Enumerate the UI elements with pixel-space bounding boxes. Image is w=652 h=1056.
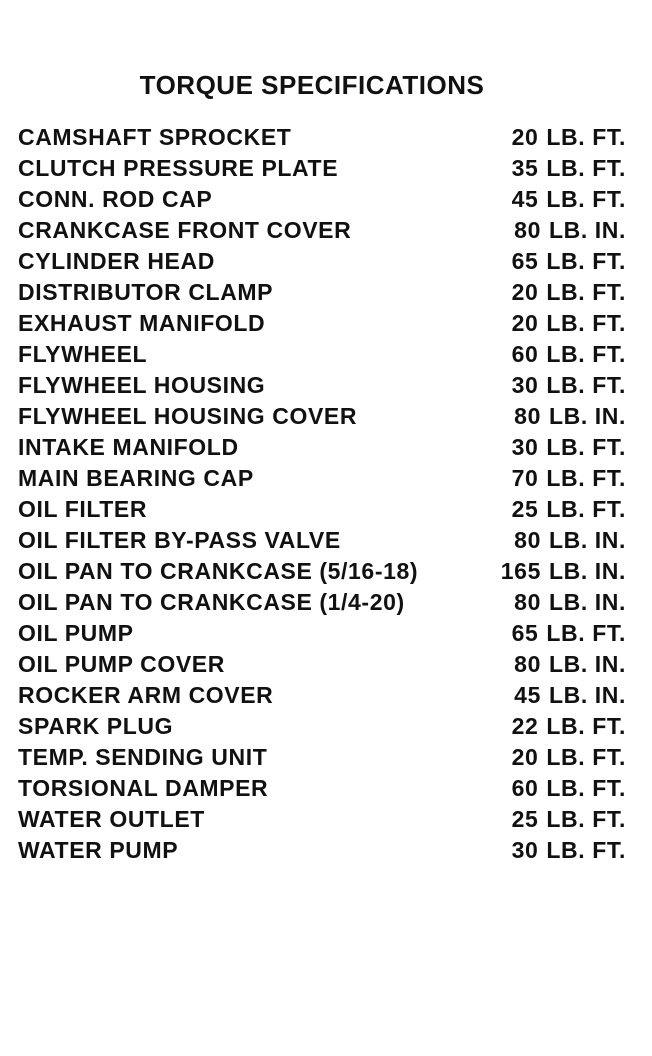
spec-row — [18, 494, 628, 525]
spec-part-name: CYLINDER HEAD — [18, 248, 215, 274]
spec-torque-unit: LB. FT. — [546, 713, 626, 739]
page-title: TORQUE SPECIFICATIONS — [139, 70, 485, 100]
spec-row — [18, 432, 628, 463]
spec-part-name: FLYWHEEL HOUSING — [18, 372, 266, 398]
spec-part-name: OIL PAN TO CRANKCASE (1/4-20) — [18, 589, 405, 615]
spec-row — [18, 153, 628, 184]
spec-part-name: FLYWHEEL — [18, 341, 148, 367]
spec-part-name: ROCKER ARM COVER — [18, 682, 274, 708]
spec-part-name: SPARK PLUG — [18, 713, 174, 739]
spec-part-name: INTAKE MANIFOLD — [18, 434, 239, 460]
spec-torque — [512, 804, 626, 835]
spec-part-name: WATER PUMP — [18, 837, 179, 863]
torque-spec-table — [18, 122, 628, 866]
spec-torque-unit: LB. FT. — [546, 248, 626, 274]
spec-part-name: CRANKCASE FRONT COVER — [18, 217, 352, 243]
spec-torque-value: 65 — [511, 248, 539, 274]
spec-torque-value: 20 — [511, 310, 539, 336]
spec-torque-value: 165 — [500, 558, 541, 584]
spec-row — [18, 308, 628, 339]
spec-torque-unit: LB. FT. — [546, 806, 626, 832]
spec-torque-unit: LB. FT. — [546, 124, 626, 150]
spec-torque — [501, 556, 626, 587]
spec-row — [18, 742, 628, 773]
spec-torque — [514, 587, 626, 618]
spec-torque-value: 80 — [514, 589, 541, 615]
spec-torque-value: 20 — [511, 744, 539, 770]
spec-torque — [512, 618, 626, 649]
spec-torque-unit: LB. FT. — [546, 744, 626, 770]
spec-torque-value: 30 — [511, 837, 539, 863]
spec-part-name: OIL FILTER — [18, 496, 148, 522]
spec-torque — [512, 742, 626, 773]
spec-torque-unit: LB. FT. — [546, 837, 626, 863]
spec-torque-value: 80 — [514, 403, 541, 429]
spec-torque-value: 65 — [511, 620, 539, 646]
spec-torque — [512, 370, 626, 401]
spec-row — [18, 277, 628, 308]
spec-row — [18, 680, 628, 711]
spec-torque — [512, 308, 626, 339]
spec-part-name: CLUTCH PRESSURE PLATE — [18, 155, 339, 181]
spec-torque — [512, 277, 626, 308]
spec-torque-unit: LB. IN. — [548, 217, 626, 243]
spec-part-name: WATER OUTLET — [18, 806, 205, 832]
spec-row — [18, 804, 628, 835]
spec-torque-unit: LB. FT. — [546, 310, 626, 336]
spec-row — [18, 215, 628, 246]
spec-torque-unit: LB. IN. — [548, 651, 626, 677]
spec-row — [18, 649, 628, 680]
spec-torque — [514, 401, 626, 432]
spec-part-name: OIL PUMP — [18, 620, 134, 646]
spec-torque-value: 22 — [511, 713, 539, 739]
spec-row — [18, 835, 628, 866]
spec-part-name: FLYWHEEL HOUSING COVER — [18, 403, 358, 429]
spec-row — [18, 618, 628, 649]
spec-torque-unit: LB. FT. — [546, 155, 626, 181]
spec-torque-value: 45 — [514, 682, 541, 708]
spec-row — [18, 711, 628, 742]
spec-part-name: CAMSHAFT SPROCKET — [18, 124, 292, 150]
spec-torque-unit: LB. FT. — [546, 620, 626, 646]
spec-row — [18, 122, 628, 153]
spec-torque — [512, 463, 626, 494]
spec-torque-unit: LB. IN. — [548, 682, 626, 708]
spec-row — [18, 339, 628, 370]
spec-row — [18, 184, 628, 215]
spec-torque — [512, 246, 626, 277]
spec-part-name: TORSIONAL DAMPER — [18, 775, 269, 801]
spec-torque-unit: LB. IN. — [548, 527, 626, 553]
spec-torque — [514, 215, 626, 246]
spec-torque-unit: LB. FT. — [546, 186, 626, 212]
spec-torque-value: 30 — [511, 372, 539, 398]
spec-torque — [512, 494, 626, 525]
spec-part-name: OIL PAN TO CRANKCASE (5/16-18) — [18, 558, 419, 584]
spec-torque-value: 25 — [511, 806, 539, 832]
spec-torque-value: 70 — [511, 465, 539, 491]
spec-part-name: TEMP. SENDING UNIT — [18, 744, 268, 770]
spec-torque — [512, 339, 626, 370]
spec-torque-unit: LB. FT. — [546, 372, 626, 398]
spec-torque — [512, 711, 626, 742]
spec-row — [18, 525, 628, 556]
spec-part-name: DISTRIBUTOR CLAMP — [18, 279, 274, 305]
spec-torque-value: 45 — [511, 186, 539, 212]
spec-torque-value: 25 — [511, 496, 539, 522]
spec-torque-unit: LB. IN. — [548, 558, 626, 584]
spec-torque — [514, 680, 626, 711]
spec-torque-unit: LB. IN. — [548, 403, 626, 429]
spec-torque-value: 60 — [511, 775, 539, 801]
spec-row — [18, 370, 628, 401]
spec-torque-value: 20 — [511, 124, 539, 150]
spec-torque-value: 80 — [514, 527, 541, 553]
spec-torque-value: 35 — [511, 155, 539, 181]
spec-part-name: EXHAUST MANIFOLD — [18, 310, 266, 336]
spec-torque-unit: LB. IN. — [548, 589, 626, 615]
spec-torque-unit: LB. FT. — [546, 341, 626, 367]
spec-row — [18, 401, 628, 432]
spec-part-name: OIL FILTER BY-PASS VALVE — [18, 527, 341, 553]
spec-row — [18, 463, 628, 494]
spec-torque-value: 30 — [511, 434, 539, 460]
spec-torque — [512, 184, 626, 215]
spec-torque-unit: LB. FT. — [546, 775, 626, 801]
spec-part-name: OIL PUMP COVER — [18, 651, 225, 677]
spec-row — [18, 556, 628, 587]
spec-row — [18, 773, 628, 804]
spec-torque — [512, 153, 626, 184]
spec-part-name: MAIN BEARING CAP — [18, 465, 254, 491]
spec-torque-value: 60 — [511, 341, 539, 367]
spec-torque-value: 20 — [511, 279, 539, 305]
spec-torque-value: 80 — [514, 217, 541, 243]
spec-torque-unit: LB. FT. — [546, 496, 626, 522]
spec-torque — [512, 432, 626, 463]
spec-row — [18, 246, 628, 277]
spec-row — [18, 587, 628, 618]
spec-torque — [512, 773, 626, 804]
spec-torque — [512, 122, 626, 153]
spec-part-name: CONN. ROD CAP — [18, 186, 213, 212]
spec-torque-unit: LB. FT. — [546, 279, 626, 305]
spec-torque-unit: LB. FT. — [546, 434, 626, 460]
spec-torque-unit: LB. FT. — [546, 465, 626, 491]
spec-torque — [514, 525, 626, 556]
spec-torque — [512, 835, 626, 866]
spec-torque-value: 80 — [514, 651, 541, 677]
spec-torque — [514, 649, 626, 680]
